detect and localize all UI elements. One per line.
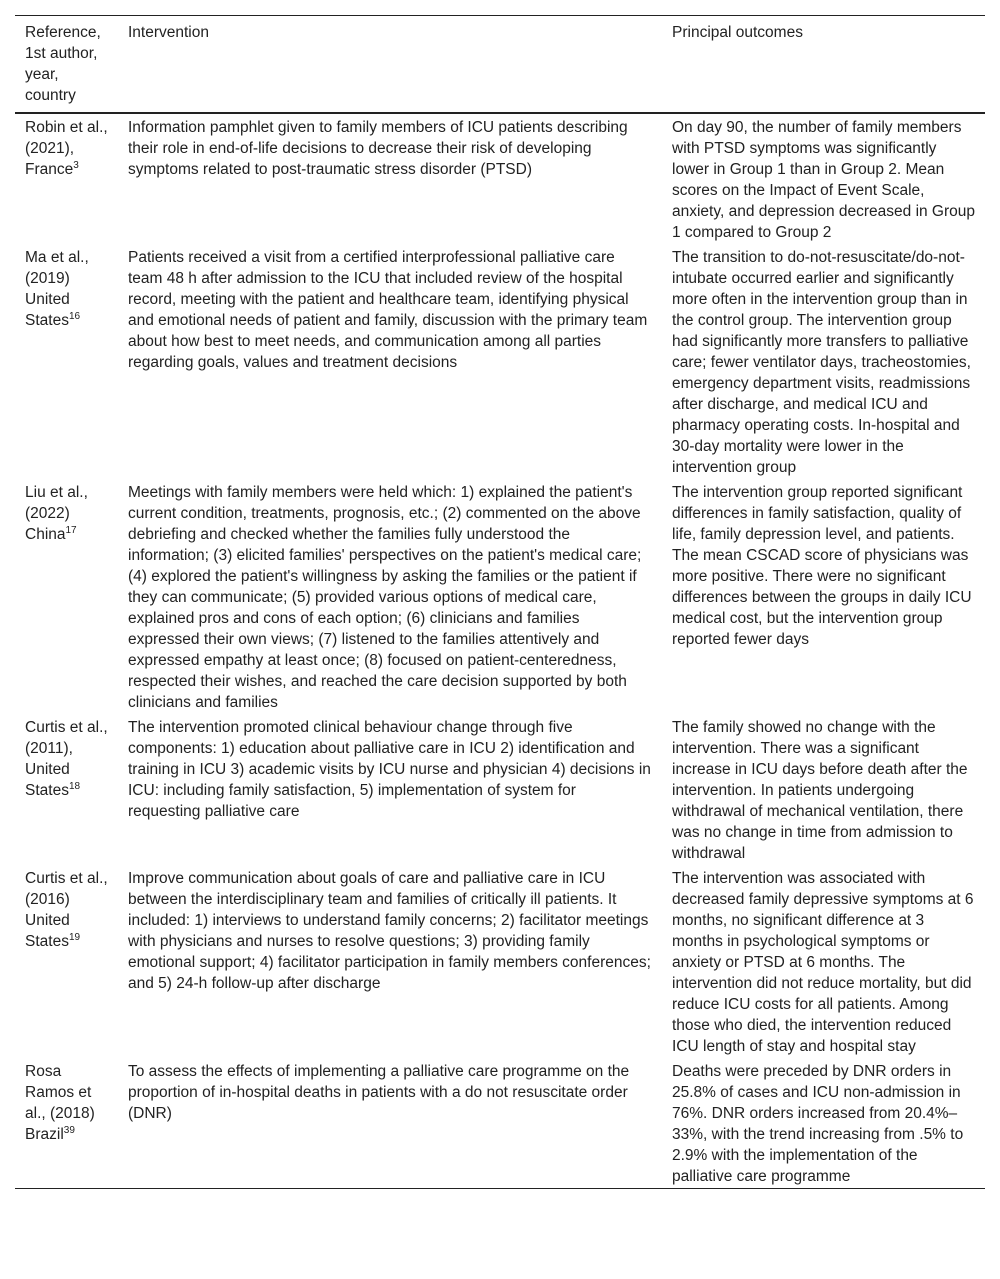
reference-superscript: 16 xyxy=(68,310,81,322)
outcomes-cell: The intervention was associated with decreased family depressive symptoms at 6 months, no significant difference at 3 months in psychological symptoms or anxiety or PTSD at 6 months. The intervention did not reduce mortality, but did reduce ICU costs for all patients. Among those who died, the intervention reduced ICU length of stay and hospital stay xyxy=(672,870,974,1055)
reference-cell xyxy=(15,1058,118,1189)
reference-text: Rosa Ramos et al., (2018) Brazil xyxy=(25,1063,95,1143)
reference-superscript: 18 xyxy=(68,780,81,792)
studies-table xyxy=(15,15,985,1189)
intervention-cell: Meetings with family members were held which: 1) explained the patient's current condition, treatments, prognosis, etc.; (2) commented on the above debriefing and checked whether the families fully understood the information; (3) elicited families' perspectives on the patient's medical care; (4) explored the patient's willingness by asking the families or the patient if they can communicate; (5) provided various options of medical care, explained pros and cons of each option; (6) clinicians and families expressed their own views; (7) listened to the families attentively and expressed empathy at least once; (8) focused on patient-centeredness, respected their wishes, and reached the care decision supported by both clinicians and families xyxy=(128,484,642,711)
outcomes-cell: The intervention group reported significant differences in family satisfaction, quality of life, family depression level, and patients. The mean CSCAD score of physicians was more positive. There were no significant differences between the groups in daily ICU medical cost, but the intervention group reported fewer days xyxy=(672,484,972,648)
table-body xyxy=(15,113,985,1189)
reference-cell xyxy=(15,479,118,714)
header-outcomes: Principal outcomes xyxy=(672,24,803,41)
table-row xyxy=(15,1058,985,1189)
reference-superscript: 19 xyxy=(68,931,81,943)
table-row xyxy=(15,113,985,244)
table-row xyxy=(15,714,985,865)
reference-text: Curtis et al., (2011), United States xyxy=(25,719,108,799)
header-row xyxy=(15,16,985,114)
reference-text: Robin et al., (2021), France xyxy=(25,119,108,178)
reference-text: Liu et al., (2022) China xyxy=(25,484,88,543)
reference-cell xyxy=(15,113,118,244)
header-intervention: Intervention xyxy=(128,24,209,41)
outcomes-cell: On day 90, the number of family members with PTSD symptoms was significantly lower in Group 1 than in Group 2. Mean scores on the Impact of Event Scale, anxiety, and depression decreased in Group 1 compared to Group 2 xyxy=(672,119,976,241)
reference-cell xyxy=(15,865,118,1058)
outcomes-cell: The transition to do-not-resuscitate/do-not-intubate occurred earlier and significantly more often in the intervention group than in the control group. The intervention group had significantly more transfers to palliative care; fewer ventilator days, tracheostomies, emergency department visits, readmissions after discharge, and medical ICU and pharmacy operating costs. In-hospital and 30-day mortality were lower in the intervention group xyxy=(672,249,971,476)
reference-cell xyxy=(15,714,118,865)
table-row xyxy=(15,244,985,479)
outcomes-cell: The family showed no change with the intervention. There was a significant increase in ICU days before death after the intervention. In patients undergoing withdrawal of mechanical ventilation, there was no change in time from admission to withdrawal xyxy=(672,719,968,862)
reference-superscript: 17 xyxy=(65,524,77,536)
table-row xyxy=(15,479,985,714)
table-header xyxy=(15,16,985,114)
intervention-cell: Improve communication about goals of care and palliative care in ICU between the interdisciplinary team and families of critically ill patients. It included: 1) interviews to understand family concerns; 2) facilitator meetings with physicians and nurses to resolve questions; 3) providing family emotional support; 4) facilitator participation in family members conferences; and 5) 24-h follow-up after discharge xyxy=(128,870,651,992)
reference-text: Curtis et al., (2016) United States xyxy=(25,870,108,950)
intervention-cell: To assess the effects of implementing a palliative care programme on the proportion of in-hospital deaths in patients with a do not resuscitate order (DNR) xyxy=(128,1063,630,1122)
reference-cell xyxy=(15,244,118,479)
reference-superscript: 39 xyxy=(63,1124,75,1136)
header-reference: Reference, 1st author, year, country xyxy=(25,24,101,104)
reference-text: Ma et al., (2019) United States xyxy=(25,249,89,329)
intervention-cell: Patients received a visit from a certified interprofessional palliative care team 48 h after admission to the ICU that included review of the hospital record, meeting with the patient and healthcare team, identifying physical and emotional needs of patient and family, discussion with the primary team about how best to meet needs, and communication among all parties regarding goals, values and treatment decisions xyxy=(128,249,648,371)
intervention-cell: Information pamphlet given to family members of ICU patients describing their role in end-of-life decisions to decrease their risk of developing symptoms related to post-traumatic stress disorder (PTSD) xyxy=(128,119,628,178)
outcomes-cell: Deaths were preceded by DNR orders in 25.8% of cases and ICU non-admission in 76%. DNR orders increased from 20.4%–33%, with the trend increasing from .5% to 2.9% with the implementation of the palliative care programme xyxy=(672,1063,964,1185)
intervention-cell: The intervention promoted clinical behaviour change through five components: 1) education about palliative care in ICU 2) identification and training in ICU 3) academic visits by ICU nurse and physician 4) decisions in ICU: including family satisfaction, 5) implementation of system for requesting palliative care xyxy=(128,719,651,820)
reference-superscript: 3 xyxy=(73,159,79,171)
table-row xyxy=(15,865,985,1058)
